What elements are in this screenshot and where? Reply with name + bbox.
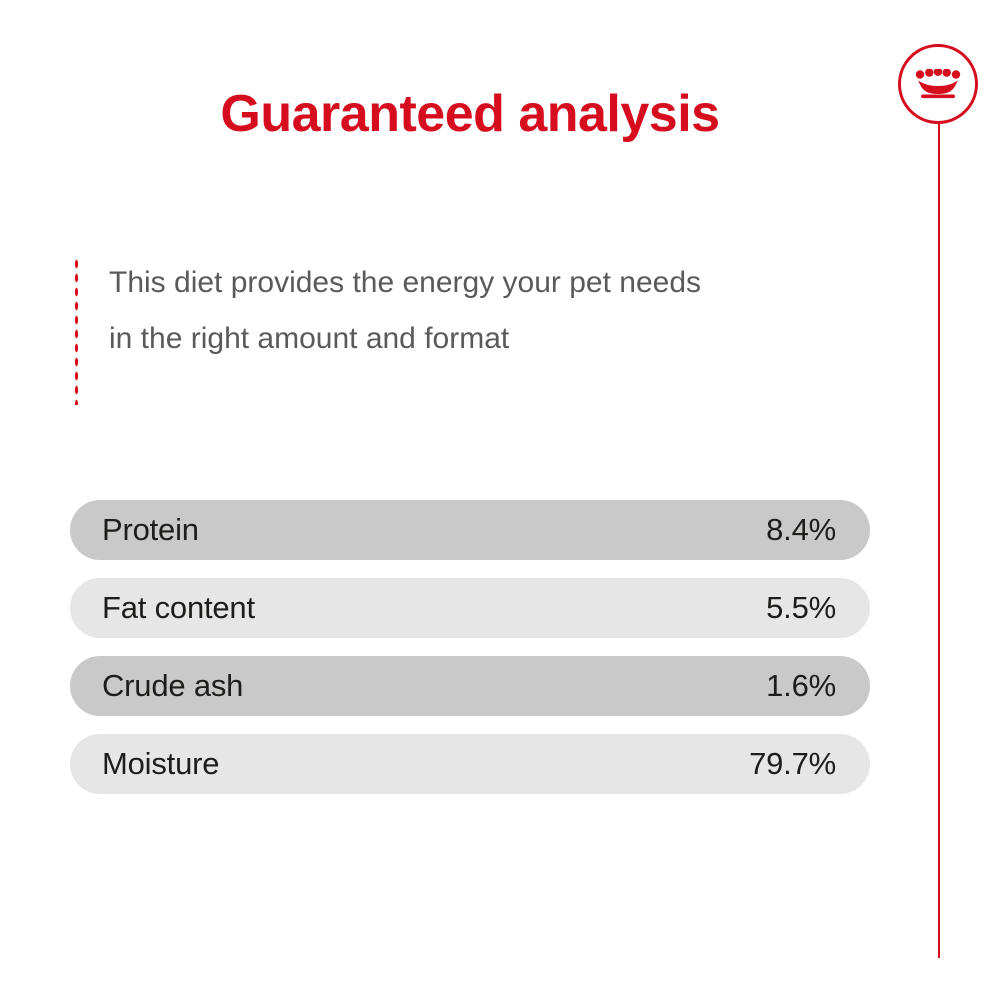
- table-row: [70, 500, 870, 560]
- crown-icon: [915, 69, 961, 99]
- row-value: 79.7%: [749, 746, 836, 781]
- brand-vertical-rule: [938, 84, 940, 958]
- row-value: 1.6%: [766, 668, 836, 703]
- brand-logo: [898, 44, 978, 124]
- intro-text: [109, 255, 701, 366]
- intro-block: [74, 255, 834, 405]
- row-label: Moisture: [102, 746, 220, 781]
- row-label: Crude ash: [102, 668, 244, 703]
- row-value: 5.5%: [766, 590, 836, 625]
- row-label: Protein: [102, 512, 199, 547]
- page-title: Guaranteed analysis: [220, 85, 720, 143]
- table-row: [70, 734, 870, 794]
- intro-line-1: This diet provides the energy your pet needs: [109, 266, 702, 299]
- dotted-divider: [74, 257, 79, 405]
- analysis-table: [70, 500, 870, 812]
- intro-line-2: in the right amount and format: [109, 321, 510, 355]
- table-row: [70, 578, 870, 638]
- row-label: Fat content: [102, 590, 255, 625]
- row-value: 8.4%: [766, 512, 836, 547]
- table-row: [70, 656, 870, 716]
